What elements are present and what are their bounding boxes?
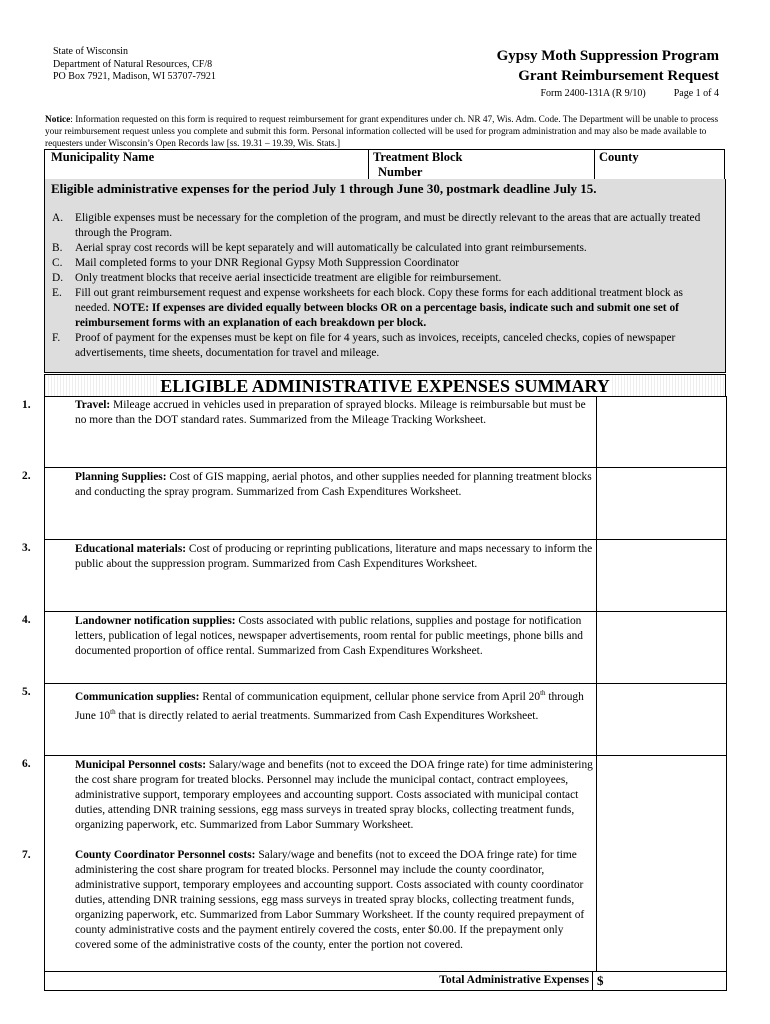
county-label: County — [599, 150, 639, 164]
amount-cell[interactable] — [596, 540, 726, 611]
list-item: F. Proof of payment for the expenses must be kept on file for 4 years, such as invoices, receipts, canceled checks, copies of newspaper advertisements, time sheets, documentation for travel and mileage. — [52, 332, 676, 359]
total-amount-field[interactable] — [592, 972, 726, 990]
amount-cell[interactable] — [596, 397, 726, 467]
list-item: B. Aerial spray cost records will be kept separately and will automatically be calculated into grant reimbursements. — [52, 242, 587, 254]
list-item: E. Fill out grant reimbursement request and expense worksheets for each block. Copy these forms for each additional treatment block as needed. NOTE: If expenses are divided equally between blocks OR on a percentage basis, indicate such and submit one set of reimbursement forms with an explanation of each breakdown per block. — [52, 287, 683, 329]
county-field[interactable] — [595, 150, 725, 181]
agency-address — [53, 46, 216, 84]
list-item: C. Mail completed forms to your DNR Regional Gypsy Moth Suppression Coordinator — [52, 257, 460, 269]
amount-cell[interactable] — [596, 612, 726, 683]
total-row — [45, 972, 726, 991]
municipality-label: Municipality Name — [51, 150, 155, 164]
amount-cell[interactable] — [596, 756, 726, 847]
form-number: Form 2400-131A (R 9/10) — [540, 88, 646, 99]
table-row: 1. Travel: Mileage accrued in vehicles used in preparation of sprayed blocks. Mileage is reimbursable but must be no more than the DOT standard rates. Summarized from the Mileage Tracking Worksheet. — [45, 397, 726, 468]
treatment-block-field[interactable] — [369, 150, 595, 181]
summary-table — [22, 396, 727, 991]
total-label: Total Administrative Expenses — [439, 974, 589, 986]
table-row: 2. Planning Supplies: Cost of GIS mapping, aerial photos, and other supplies needed for planning treatment blocks and conducting the spray program. Summarized from Cash Expenditures Worksheet. — [45, 468, 726, 540]
page-number: Page 1 of 4 — [673, 88, 719, 99]
org-line-2: Department of Natural Resources, CF/8 — [53, 58, 213, 70]
table-row: 3. Educational materials: Cost of producing or reprinting publications, literature and maps necessary to inform the public about the suppression program. Summarized from Cash Expenditures Worksheet. — [45, 540, 726, 612]
eligible-list — [45, 211, 725, 361]
notice-label: Notice — [45, 115, 71, 125]
currency-symbol: $ — [597, 973, 604, 988]
eligible-heading: Eligible administrative expenses for the period July 1 through June 30, postmark deadline July 15. — [51, 181, 597, 196]
notice-text — [45, 114, 725, 150]
treatment-block-label: Treatment Block — [373, 150, 463, 164]
summary-title: ELIGIBLE ADMINISTRATIVE EXPENSES SUMMARY — [44, 374, 726, 396]
org-line-3: PO Box 7921, Madison, WI 53707-7921 — [53, 71, 216, 82]
amount-cell[interactable] — [596, 468, 726, 539]
program-title: Gypsy Moth Suppression Program — [496, 48, 719, 64]
identification-table — [44, 149, 725, 181]
org-line-1: State of Wisconsin — [53, 46, 128, 57]
amount-cell[interactable] — [596, 684, 726, 755]
table-row: 7. County Coordinator Personnel costs: Salary/wage and benefits (not to exceed the DOA fringe rate) for time administering the cost share program for treated blocks. Personnel may include the county coordinator, administrative support, temporary employees and accounting support. Costs associated with county coordinator duties, attending DNR training sessions, egg mass surveys in treated spray blocks, collecting treatment funds, organizing paperwork, etc. Summarized from Labor Summary Worksheet. If the county required prepayment of county administrative costs and the payment entirely covered the costs, enter $0.00. If the prepayment only covered some of the administrative costs of the county, enter the portion not covered. — [45, 847, 726, 972]
treatment-number-label: Number — [378, 165, 423, 179]
municipality-field[interactable] — [45, 150, 369, 181]
list-item: D. Only treatment blocks that receive aerial insecticide treatment are eligible for reimbursement. — [52, 272, 502, 284]
form-title-block — [497, 46, 719, 101]
amount-cell[interactable] — [596, 847, 726, 971]
table-row: 5. Communication supplies: Rental of communication equipment, cellular phone service from April 20th through June 10th that is directly related to aerial treatments. Summarized from Cash Expenditures Worksheet. — [45, 684, 726, 756]
table-row: 4. Landowner notification supplies: Costs associated with public relations, supplies and postage for notification letters, publication of legal notices, newspaper advertisements, room rental for public meetings, phone bills and documented proportion of office rental. Summarized from Cash Expenditures Worksheet. — [45, 612, 726, 684]
list-item: A. Eligible expenses must be necessary for the completion of the program, and must be directly relevant to the areas that are actually treated through the Program. — [52, 212, 701, 239]
eligible-expenses-box — [44, 179, 726, 373]
form-title: Grant Reimbursement Request — [518, 68, 719, 84]
notice-body: : Information requested on this form is required to request reimbursement for grant expenditures under ch. NR 47, Wis. Adm. Code. The Department will be unable to process your reimbursement request unless you complete and submit this form. Personal information collected will be used for program administration and may also be made available to requesters under Wisconsin’s Open Records law [ss. 19.31 – 19.39, Wis. Stats.] — [45, 115, 719, 149]
table-row: 6. Municipal Personnel costs: Salary/wage and benefits (not to exceed the DOA fringe rate) for time administering the cost share program for treated blocks. Personnel may include the municipal contact, contract employees, administrative support, temporary employees and accounting support. Costs associated with municipal contact duties, attending DNR training sessions, egg mass surveys in treated spray blocks, collecting treatment funds, organizing paperwork, etc. Summarized from Labor Summary Worksheet. — [45, 756, 726, 847]
